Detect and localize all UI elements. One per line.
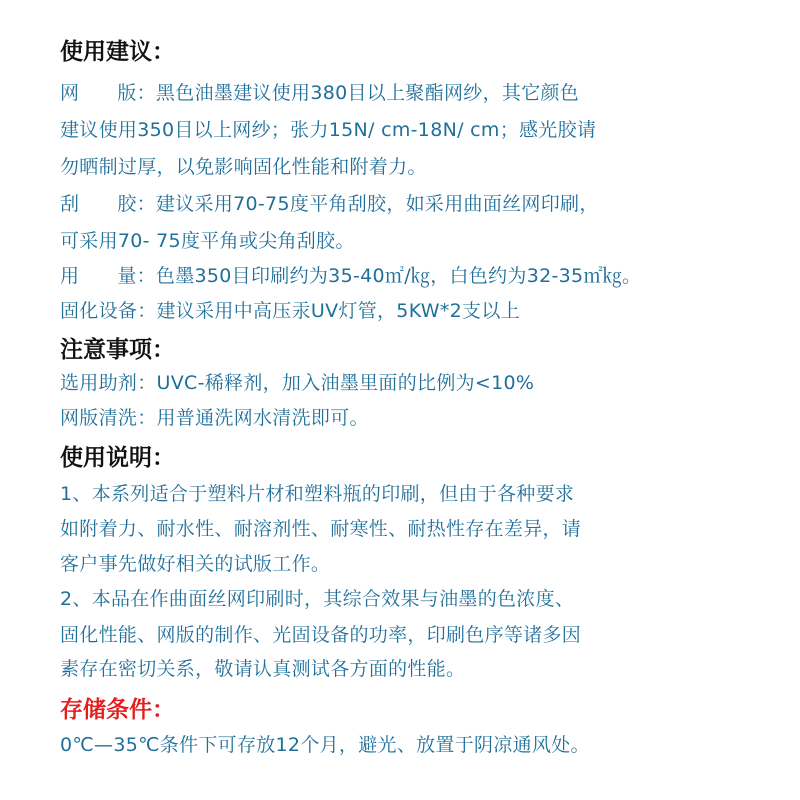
instruction-2-line-1: 2、本品在作曲面丝网印刷时，其综合效果与油墨的色浓度、 [60,588,575,610]
amount-line [60,263,641,289]
instruction-2-line-2: 固化性能、网版的制作、光固设备的功率，印刷色序等诸多因 [60,624,582,646]
storage-heading: 存储条件： [60,697,175,723]
screen-text-1: 黑色油墨建议使用380目以上聚酯网纱，其它颜色 [155,82,580,104]
additive-line: 选用助剂：UVC-稀释剂，加入油墨里面的比例为<10% [60,372,535,394]
screen-label-a: 网 [60,82,80,104]
instructions-heading: 使用说明： [60,445,175,471]
instruction-2-line-3: 素存在密切关系，敬请认真测试各方面的性能。 [60,658,466,680]
instruction-1-line-2: 如附着力、耐水性、耐溶剂性、耐寒性、耐热性存在差异，请 [60,518,582,540]
screen-label-b: 版： [117,82,156,104]
squeegee-label-a: 刮 [60,193,80,215]
instruction-1-line-1: 1、本系列适合于塑料片材和塑料瓶的印刷，但由于各种要求 [60,483,575,505]
cleaning-line: 网版清洗：用普通洗网水清洗即可。 [60,407,369,429]
storage-line: 0℃—35℃条件下可存放12个月，避光、放置于阴凉通风处。 [60,734,590,756]
squeegee-line-2: 可采用70- 75度平角或尖角刮胶。 [60,230,355,252]
amount-text: 色墨350目印刷约为35-40㎡/㎏，白色约为32-35㎡㎏。 [155,265,642,287]
usage-advice-heading: 使用建议： [60,39,175,65]
curing-line: 固化设备：建议采用中高压汞UV灯管，5KW*2支以上 [60,300,520,322]
screen-line-3: 勿晒制过厚，以免影响固化性能和附着力。 [60,156,427,178]
amount-label-a: 用 [60,265,80,287]
screen-line-2: 建议使用350目以上网纱；张力15N/ cm-18N/ cm；感光胶请 [60,119,597,141]
screen-line-1 [60,80,579,106]
squeegee-line-1 [60,191,599,217]
notes-heading: 注意事项： [60,337,175,363]
squeegee-text-1: 建议采用70-75度平角刮胶，如采用曲面丝网印刷， [155,193,599,215]
instruction-1-line-3: 客户事先做好相关的试版工作。 [60,553,331,575]
amount-label-b: 量： [117,265,156,287]
squeegee-label-b: 胶： [117,193,156,215]
